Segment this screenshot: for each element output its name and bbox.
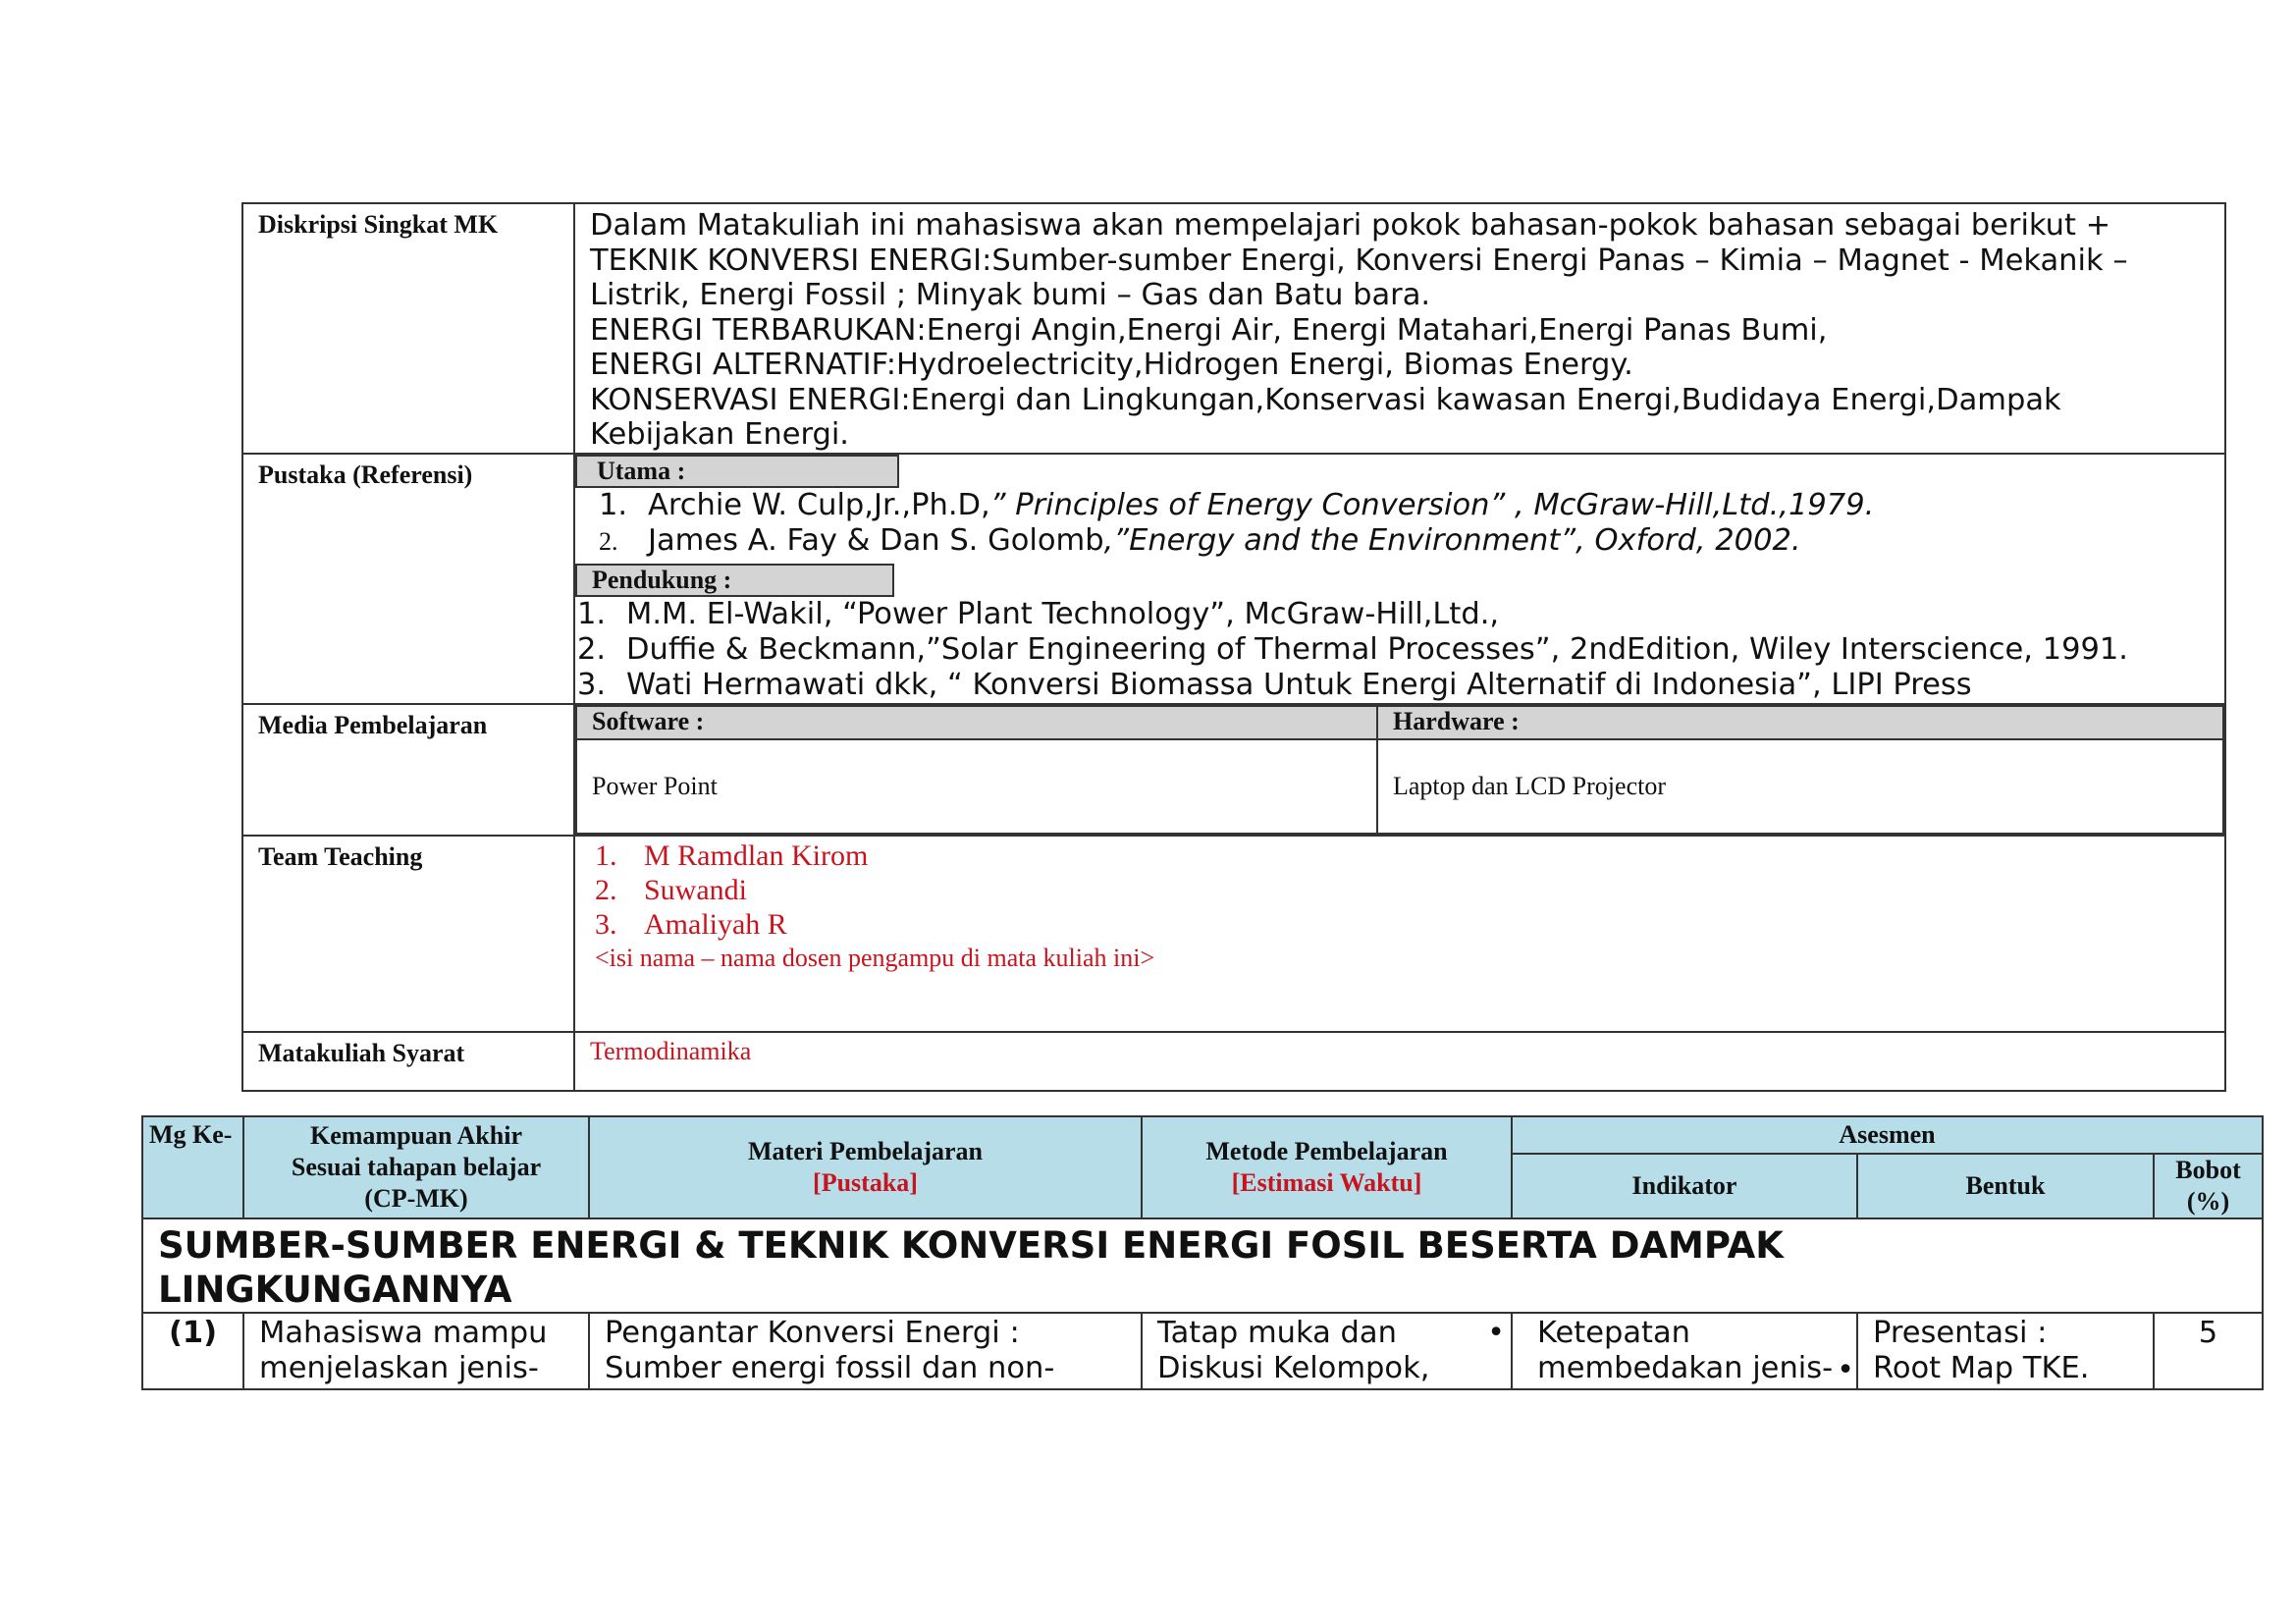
team-cell: [574, 836, 2225, 1032]
method-cell: Tatap muka dan Diskusi Kelompok, •: [1142, 1313, 1512, 1389]
description-label: Diskripsi Singkat MK: [242, 203, 574, 454]
ability-header: Kemampuan Akhir Sesuai tahapan belajar (CP-MK): [243, 1116, 589, 1218]
team-hint: <isi nama – nama dosen pengampu di mata kuliah ini>: [595, 943, 1155, 972]
material-cell: Pengantar Konversi Energi : Sumber energi fossil dan non-: [589, 1313, 1142, 1389]
list-item: 1. M.M. El-Wakil, “Power Plant Technology”, McGraw-Hill,Ltd.,: [577, 596, 1500, 631]
bullet-icon: •: [1837, 1353, 1854, 1387]
week-number: (1): [142, 1313, 243, 1389]
software-header: Software :: [576, 706, 1377, 739]
ability-cell: Mahasiswa mampu menjelaskan jenis-: [243, 1313, 589, 1389]
support-references-header: Pendukung :: [575, 564, 894, 597]
description-text: [574, 203, 2225, 454]
main-references-header: Utama :: [575, 455, 899, 488]
description-line: KONSERVASI ENERGI:Energi dan Lingkungan,Konservasi kawasan Energi,Budidaya Energi,Dampak: [590, 382, 2061, 417]
form-header: Bentuk: [1857, 1154, 2154, 1218]
list-item: 1. Archie W. Culp,Jr.,Ph.D,” Principles of Energy Conversion” , McGraw-Hill,Ltd.,1979.: [599, 487, 1875, 522]
main-references-list: [575, 488, 2224, 560]
team-label: Team Teaching: [242, 836, 574, 1032]
indicator-cell: Ketepatan membedakan jenis- •: [1512, 1313, 1857, 1389]
method-header: Metode Pembelajaran [Estimasi Waktu]: [1142, 1116, 1512, 1218]
hardware-value: Laptop dan LCD Projector: [1377, 739, 2223, 834]
description-line: ENERGI ALTERNATIF:Hydroelectricity,Hidrogen Energi, Biomas Energy.: [590, 348, 1633, 382]
list-item: 1. M Ramdlan Kirom: [595, 839, 869, 872]
media-label: Media Pembelajaran: [242, 704, 574, 836]
list-item: 2. James A. Fay & Dan S. Golomb,”Energy and the Environment”, Oxford, 2002.: [599, 522, 1801, 558]
weight-cell: 5: [2154, 1313, 2263, 1389]
form-cell: Presentasi : Root Map TKE.: [1857, 1313, 2154, 1389]
software-value: Power Point: [576, 739, 1377, 834]
description-line: Listrik, Energi Fossil ; Minyak bumi – Gas dan Batu bara.: [590, 278, 1431, 312]
indicator-header: Indikator: [1512, 1154, 1857, 1218]
references-label: Pustaka (Referensi): [242, 454, 574, 704]
bullet-icon: •: [1487, 1316, 1505, 1350]
description-line: ENERGI TERBARUKAN:Energi Angin,Energi Air, Energi Matahari,Energi Panas Bumi,: [590, 312, 1828, 348]
assessment-header: Asesmen: [1512, 1116, 2263, 1154]
hardware-header: Hardware :: [1377, 706, 2223, 739]
team-list: [595, 839, 2224, 942]
list-item: 3. Amaliyah R: [595, 907, 787, 941]
prerequisite-value: Termodinamika: [574, 1032, 2225, 1091]
description-line: Kebijakan Energi.: [590, 417, 849, 452]
list-item: 3. Wati Hermawati dkk, “ Konversi Biomassa Untuk Energi Alternatif di Indonesia”, LIPI Press: [577, 667, 1972, 702]
material-header: Materi Pembelajaran [Pustaka]: [589, 1116, 1142, 1218]
media-cell: [574, 704, 2225, 836]
references-cell: [574, 454, 2225, 704]
section-title: SUMBER-SUMBER ENERGI & TEKNIK KONVERSI ENERGI FOSIL BESERTA DAMPAK LINGKUNGANNYA: [142, 1218, 2263, 1313]
week-header: Mg Ke-: [142, 1116, 243, 1218]
weight-header: Bobot (%): [2154, 1154, 2263, 1218]
support-references-list: [575, 597, 2224, 703]
list-item: 2. Duffie & Beckmann,”Solar Engineering of Thermal Processes”, 2ndEdition, Wiley Interscience, 1991.: [577, 631, 2128, 667]
course-info-table: [241, 202, 2226, 1084]
prerequisite-label: Matakuliah Syarat: [242, 1032, 574, 1091]
description-line: TEKNIK KONVERSI ENERGI:Sumber-sumber Energi, Konversi Energi Panas – Kimia – Magnet - Mekanik –: [590, 243, 2128, 278]
schedule-table: [141, 1115, 2264, 1387]
list-item: 2. Suwandi: [595, 873, 747, 906]
description-line: Dalam Matakuliah ini mahasiswa akan mempelajari pokok bahasan-pokok bahasan sebagai berikut +: [590, 208, 2111, 243]
